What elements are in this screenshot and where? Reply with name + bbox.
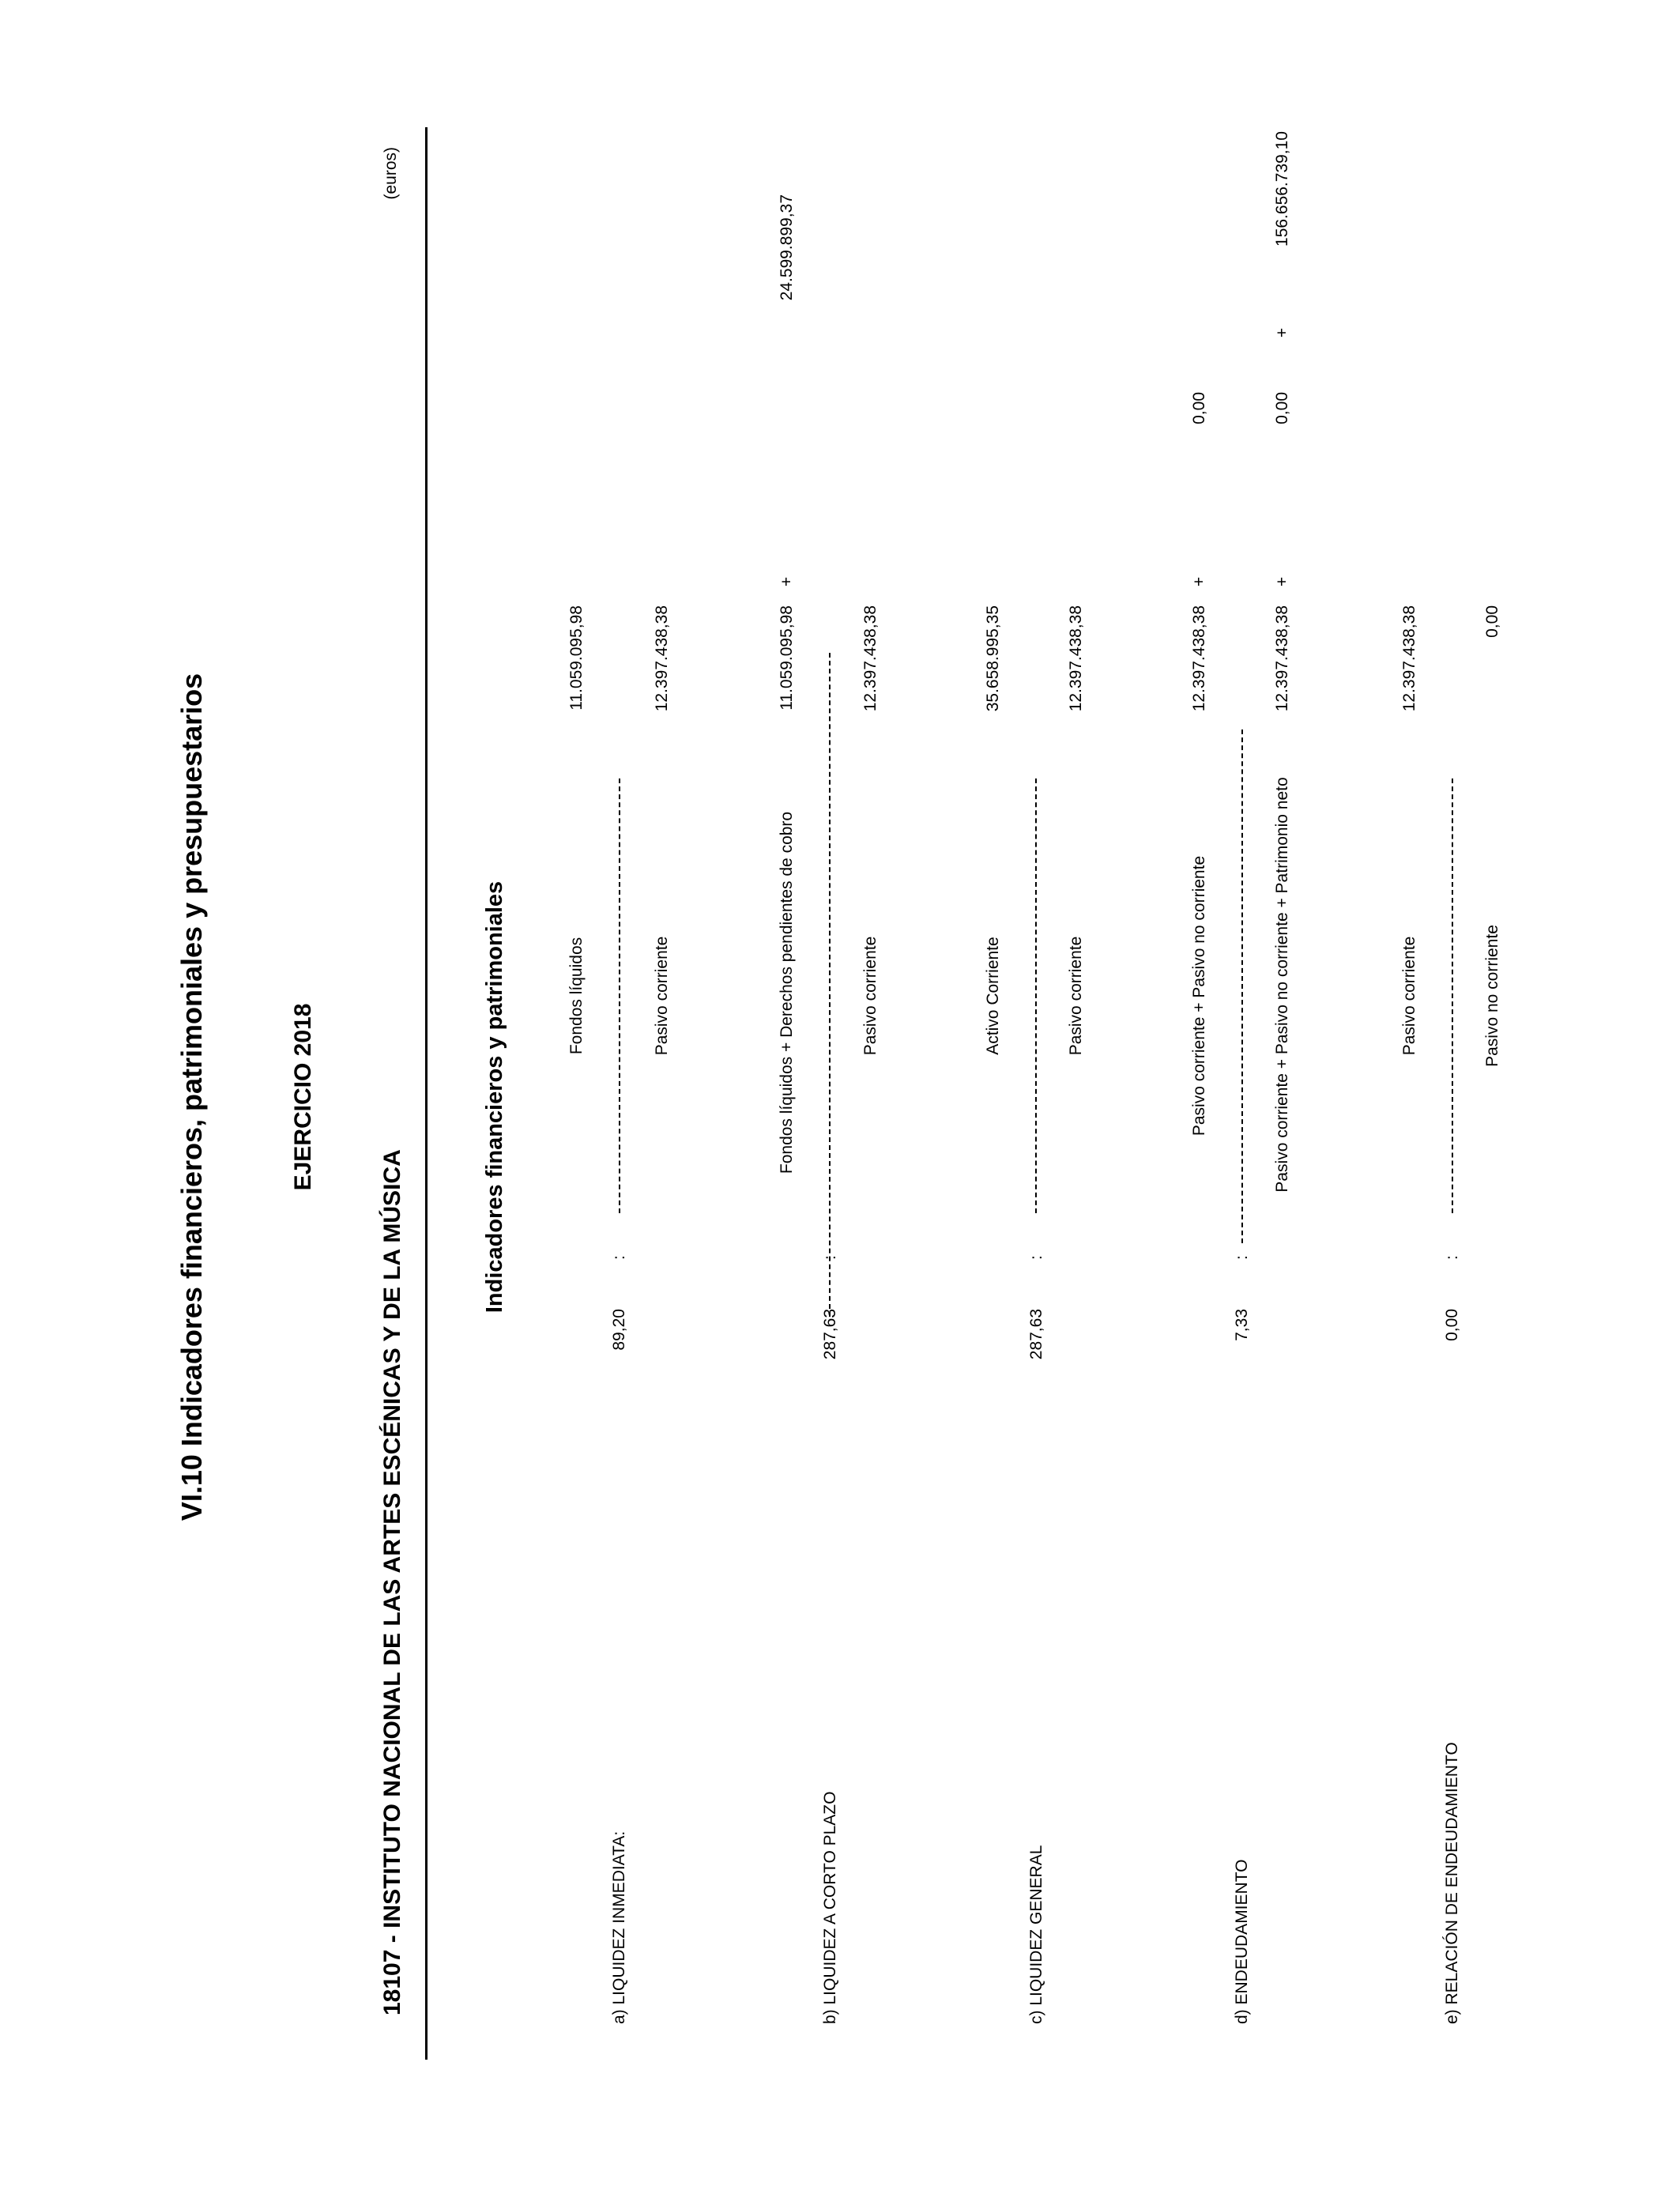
plus-sign: + (778, 576, 796, 587)
denominator-label: Pasivo no corriente (1483, 925, 1501, 1067)
page-title: VI.10 Indicadores financieros, patrimoniales y presupuestarios (175, 673, 208, 1521)
denominator-value: 12.397.438,38 (861, 605, 880, 712)
colon-separator: : (610, 1255, 628, 1260)
denominator-value: 12.397.438,38 (1273, 605, 1291, 712)
indicator-label: c) LIQUIDEZ GENERAL (1027, 1845, 1045, 2024)
numerator-value: 11.059.095,98 (567, 605, 586, 711)
indicator-value: 7,33 (1233, 1309, 1251, 1341)
denominator-value: 156.656.739,10 (1273, 131, 1291, 247)
section-title: Indicadores financieros y patrimoniales (482, 880, 507, 1314)
fraction-line (1452, 778, 1453, 1213)
numerator-value: 24.599.899,37 (778, 194, 796, 301)
fraction-line (1035, 778, 1037, 1213)
plus-sign: + (1273, 576, 1291, 587)
denominator-value: 12.397.438,38 (653, 605, 671, 712)
plus-sign: + (1190, 576, 1208, 587)
denominator-value: 0,00 (1483, 605, 1501, 638)
numerator-value: 0,00 (1190, 392, 1208, 424)
numerator-label: Pasivo corriente + Pasivo no corriente (1190, 855, 1208, 1137)
colon-separator: : (1443, 1255, 1461, 1260)
denominator-label: Pasivo corriente (1067, 936, 1085, 1056)
numerator-value: 11.059.095,98 (778, 605, 796, 711)
denominator-value: 0,00 (1273, 392, 1291, 424)
plus-sign: + (1273, 327, 1291, 338)
colon-separator: : (1027, 1255, 1045, 1260)
numerator-label: Pasivo corriente (1400, 936, 1418, 1056)
denominator-label: Pasivo corriente (861, 936, 880, 1056)
numerator-label: Fondos líquidos + Derechos pendientes de cobro (778, 811, 796, 1174)
numerator-value: 12.397.438,38 (1190, 605, 1208, 712)
indicator-label: a) LIQUIDEZ INMEDIATA: (610, 1830, 628, 2024)
numerator-value: 12.397.438,38 (1400, 605, 1418, 712)
entity-name: 18107 - INSTITUTO NACIONAL DE LAS ARTES ESCÉNICAS Y DE LA MÚSICA (379, 1149, 405, 2015)
fraction-line (829, 653, 831, 1317)
numerator-label: Activo Corriente (984, 937, 1002, 1055)
colon-separator: : (1233, 1255, 1251, 1260)
fraction-line (619, 778, 620, 1213)
header-rule (425, 127, 428, 2060)
indicator-value: 287,63 (1027, 1309, 1045, 1360)
indicator-value: 287,63 (821, 1309, 839, 1360)
indicator-label: e) RELACIÓN DE ENDEUDAMIENTO (1443, 1742, 1461, 2024)
denominator-label: Pasivo corriente (653, 936, 671, 1056)
denominator-label: Pasivo corriente + Pasivo no corriente + Patrimonio neto (1273, 777, 1291, 1193)
units-label: (euros) (382, 147, 400, 200)
numerator-value: 35.658.995,35 (984, 605, 1002, 712)
indicator-label: d) ENDEUDAMIENTO (1233, 1859, 1251, 2024)
fraction-line (1241, 729, 1243, 1243)
colon-separator: : (821, 1255, 839, 1260)
denominator-value: 12.397.438,38 (1067, 605, 1085, 712)
fiscal-year: EJERCICIO 2018 (290, 1003, 316, 1191)
indicator-label: b) LIQUIDEZ A CORTO PLAZO (821, 1791, 839, 2024)
indicator-value: 89,20 (610, 1309, 628, 1351)
numerator-label: Fondos líquidos (567, 937, 586, 1055)
indicator-value: 0,00 (1443, 1309, 1461, 1341)
